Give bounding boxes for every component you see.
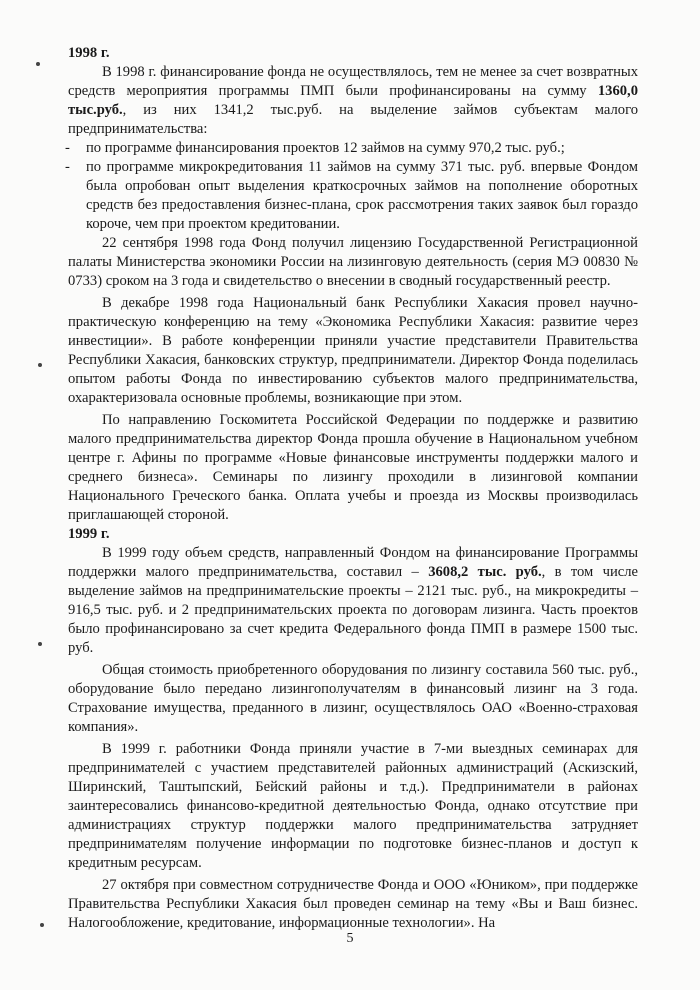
- text-run: , из них 1341,2 тыс.руб. на выделение займов субъектам малого предпринимательства:: [68, 102, 638, 137]
- paragraph-license: 22 сентября 1998 года Фонд получил лицензию Государственной Регистрационной палаты Министерства экономики России на лизинговую деятельность (серия МЭ 00830 № 0733) сроком на 3 года и свидетельство о внесении в сводный государственный реестр.: [68, 235, 638, 289]
- text-run: В 1999 году объем средств, направленный Фондом на финансирование Программы поддержки малого предпринимательства, составил –: [68, 545, 638, 580]
- paragraph-training: По направлению Госкомитета Российской Федерации по поддержке и развитию малого предпринимательства директор Фонда прошла обучение в Национальном учебном центре г. Афины по программе «Новые финансовые инструменты поддержки малого и среднего бизнеса». Семинары по лизингу проходили в лизинговой компании Национального Греческого банка. Оплата учебы и проезда из Москвы производилась приглашающей стороной.: [68, 412, 638, 523]
- text-run: , в том числе выделение займов на предпринимательские проекты – 2121 тыс. руб., на микрокредиты – 916,5 тыс. руб. и 2 предпринимательских проекта по договорам лизинга. Часть проектов было профинансировано за счет кредита Федерального фонда ПМП в размере 1500 тыс. руб.: [68, 564, 639, 656]
- section-heading-1999: 1999 г.: [68, 526, 110, 542]
- text-run: В 1998 г. финансирование фонда не осуществлялось, тем не менее за счет возвратных средств мероприятия программы ПМП были профинансированы на сумму: [68, 64, 638, 99]
- amount-1999: 3608,2 тыс. руб.: [428, 564, 542, 580]
- paragraph-seminars: В 1999 г. работники Фонда приняли участие в 7-ми выездных семинарах для предпринимателей с участием представителей районных администраций (Аскизский, Ширинский, Таштыпский, Бейский районы и т.д.). Предприниматели в районах заинтересовались финансово-кредитной деятельностью Фонда, однако отсутствие при администрациях структур поддержки малого предпринимательства затрудняет предпринимателям получение информации по подготовке бизнес-планов и доступ к кредитным ресурсам.: [68, 741, 638, 871]
- page-number: 5: [346, 931, 354, 946]
- scan-speck: [36, 62, 40, 66]
- section-heading-1998: 1998 г.: [68, 45, 110, 61]
- paragraph-financing-1999: [68, 544, 638, 658]
- scan-speck: [38, 642, 42, 646]
- amount-1998: 1360,0 тыс.руб.: [68, 83, 638, 118]
- list-item: - по программе финансирования проектов 12 займов на сумму 970,2 тыс. руб.;: [68, 139, 638, 158]
- document-page: [68, 44, 638, 933]
- scan-speck: [38, 363, 42, 367]
- paragraph-unicom-seminar: 27 октября при совместном сотрудничестве Фонда и ООО «Юником», при поддержке Правительства Республики Хакасия был проведен семинар на тему «Вы и Ваш бизнес. Налогообложение, кредитование, информационные технологии». На: [68, 877, 638, 931]
- loans-list: [68, 139, 638, 234]
- scan-speck: [40, 923, 44, 927]
- paragraph-conference: В декабре 1998 года Национальный банк Республики Хакасия провел научно-практическую конференцию на тему «Экономика Республики Хакасия: развитие через инвестиции». В работе конференции приняли участие представители Правительства Республики Хакасия, банковских структур, предприниматели. Директор Фонда поделилась опытом работы Фонда по инвестированию субъектов малого предпринимательства, охарактеризовала основные проблемы, возникающие при этом.: [68, 295, 638, 406]
- list-item: - по программе микрокредитования 11 займов на сумму 371 тыс. руб. впервые Фондом была опробован опыт выделения краткосрочных займов на пополнение оборотных средств без предоставления бизнес-плана, срок рассмотрения таких заявок был гораздо короче, чем при проектом кредитовании.: [68, 158, 638, 234]
- paragraph-financing-1998: [68, 63, 638, 139]
- paragraph-leasing: Общая стоимость приобретенного оборудования по лизингу составила 560 тыс. руб., оборудование было передано лизингополучателям в финансовый лизинг на 3 года. Страхование имущества, преданного в лизинг, осуществлялось ОАО «Военно-страховая компания».: [68, 662, 638, 735]
